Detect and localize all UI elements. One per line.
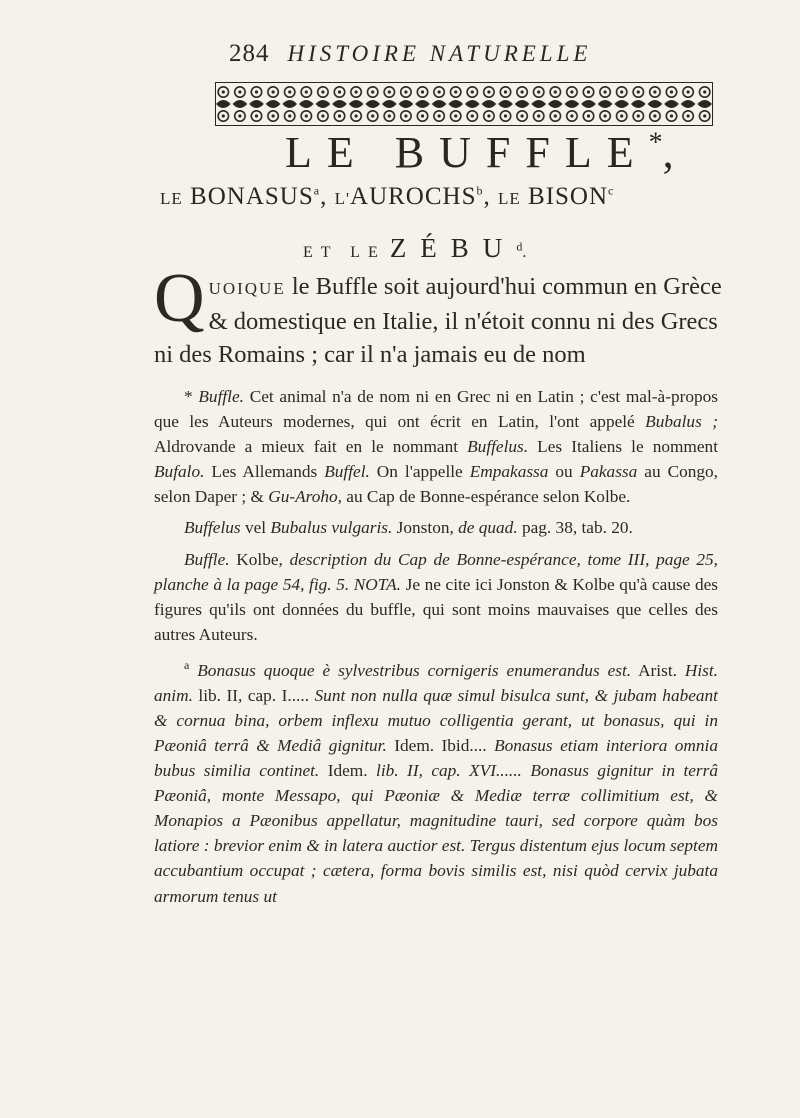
footnote-marker: a (184, 657, 190, 672)
footnote-text: Idem. (319, 761, 377, 781)
note-mark-c: c (608, 183, 615, 198)
footnote-text: Aldrovande a mieux fait en le nommant (154, 437, 468, 457)
footnote-text: NOTA. (349, 574, 401, 594)
footnote-text: Bonasus quoque è sylvestribus cornigeris enumerandus est. (197, 660, 632, 680)
footnote-text: Empakassa (469, 462, 549, 482)
title-note-mark: * (648, 127, 663, 159)
footnote-star (154, 384, 718, 509)
subtitle-et-le: ET LE (303, 244, 386, 261)
footnote-text: Buffle. (198, 387, 244, 406)
footnote-text: Bonasus etiam interiora omnia bubus similia continet. (154, 735, 718, 781)
ornament-band (215, 82, 713, 126)
subtitle-comma: , (320, 183, 328, 210)
footnote-text: de quad. (458, 518, 518, 538)
footnote-kolbe (154, 547, 718, 647)
running-title: HISTOIRE NATURELLE (287, 41, 592, 66)
footnote-text: Je ne cite ici Jonston & Kolbe qu'à cause des figures qu'ils ont données du buffle, qui sont moins mauvaises que celles des autres Auteurs. (154, 574, 718, 644)
subtitle-article: L' (334, 189, 351, 208)
subtitle-line-1 (160, 183, 740, 211)
footnote-text: au Cap de Bonne-espérance selon Kolbe. (341, 487, 631, 507)
footnote-marker: * (184, 387, 193, 406)
page-number: 284 (229, 40, 270, 67)
footnote-text: Kolbe, (229, 549, 290, 569)
subtitle-bison: BISON (528, 183, 609, 210)
footnote-text: Buffel. (324, 462, 370, 482)
subtitle-article: LE (160, 189, 183, 208)
subtitle-aurochs: AUROCHS (350, 183, 477, 210)
note-mark-a: a (313, 183, 321, 198)
note-mark-d: d (516, 239, 523, 254)
footnote-text: Buffelus (184, 518, 241, 538)
subtitle-period: . (522, 244, 527, 261)
running-head (229, 40, 649, 76)
footnote-text: Hist. anim. (154, 660, 719, 705)
title-comma: , (662, 128, 689, 177)
subtitle-article: LE (498, 189, 521, 208)
subtitle-zebu: ZÉBU (389, 233, 517, 263)
footnote-text: ou (548, 462, 580, 482)
footnote-text: Buffle. (184, 549, 230, 569)
subtitle-bonasus: BONASUS (190, 183, 314, 210)
footnote-text: Jonston, (392, 518, 459, 538)
footnote-text: vel (240, 518, 271, 538)
footnote-text: Les Allemands (204, 462, 325, 482)
footnote-text: Gu-Aroho, (268, 487, 342, 507)
footnote-text: Bubalus vulgaris. (270, 518, 393, 538)
footnote-text: Bufalo. (154, 462, 205, 482)
footnote-text: pag. 38, tab. 20. (517, 518, 633, 538)
footnote-text: lib. II, cap. I..... (192, 685, 315, 705)
body-text: le Buffle soit aujourd'hui commun en Grèce & domestique en Italie, il n'étoit connu ni des Grecs ni des Romains ; car il n'a jamais eu de nom (154, 273, 722, 368)
footnote-text: lib. II, cap. XVI...... (376, 761, 522, 781)
footnote-text: description du Cap de Bonne-espérance, tome III, page 25, planche à la page 54, fig. 5. (154, 549, 718, 594)
chapter-title-text: LE BUFFLE (285, 128, 649, 177)
subtitle-line-2 (303, 233, 563, 264)
footnote-text: Pakassa (579, 462, 638, 482)
footnote-text: Bubalus ; (645, 412, 718, 432)
chapter-title (285, 127, 689, 178)
first-word: UOIQUE (208, 279, 286, 298)
footnote-a (154, 653, 718, 909)
footnotes (154, 384, 718, 909)
note-mark-b: b (476, 183, 484, 198)
footnote-text: Les Italiens le nomment (528, 437, 718, 457)
footnote-text: Buffelus. (467, 437, 529, 457)
footnote-text: Idem. Ibid.... (386, 735, 495, 755)
subtitle-comma: , (483, 183, 491, 210)
body-paragraph (154, 260, 724, 371)
footnote-text: Cet animal n'a de nom ni en Grec ni en Latin ; c'est mal-à-propos que les Auteurs modernes, qui ont écrit en Latin, l'ont appelé (154, 387, 719, 432)
footnote-text: On l'appelle (369, 462, 470, 482)
footnote-jonston (154, 515, 718, 540)
footnote-text: Bonasus gignitur in terrâ Pæoniâ, monte Messapo, qui Pæoniæ & Mediæ terræ collimitium est, & Monapios a Pæonibus appellatur, magnitudine tauri, sed corpore quàm bos latiore : brevior enim & in latera auctior est. Tergus distentum ejus locum septem accubantium occupat ; cætera, forma bovis similis est, nisi quòd cervix jubata armorum tenus ut (154, 761, 719, 906)
drop-cap: Q (154, 260, 205, 337)
footnote-text: au Congo, selon Daper ; & (154, 462, 718, 507)
footnote-text: Sunt non nulla quæ simul bisulca sunt, & jubam habeant & cornua bina, orbem inflexu mutuo colligentia gerant, ut bonasus, qui in Pæoniâ terrâ & Mediâ gignitur. (154, 685, 718, 755)
footnote-text: Arist. (631, 660, 685, 680)
